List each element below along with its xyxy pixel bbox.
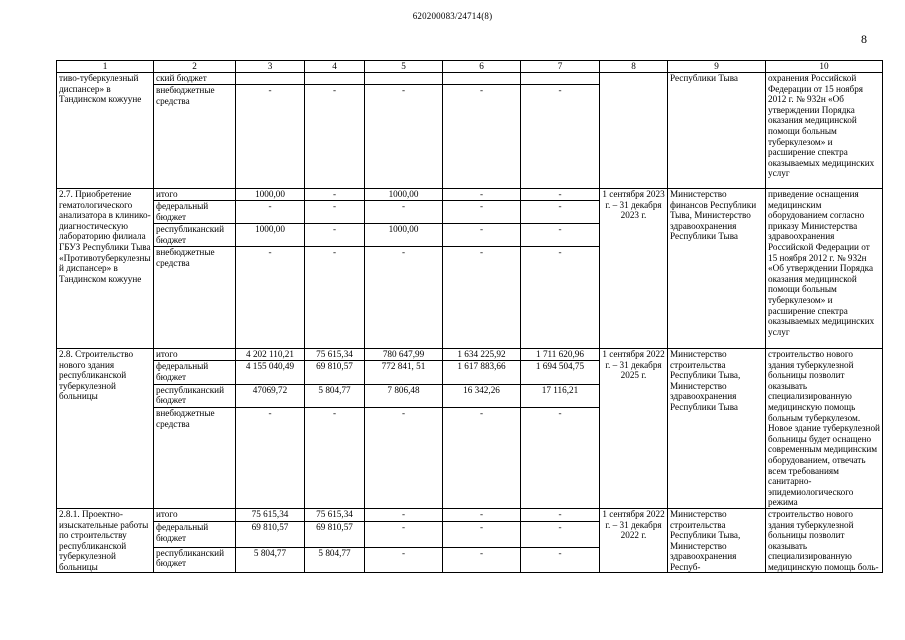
amount-total: 4 155 040,49 <box>236 361 305 385</box>
amount-2023: 1000,00 <box>365 224 443 247</box>
col-header: 4 <box>305 61 365 73</box>
amount-2025: - <box>521 224 600 247</box>
amount-2025: 1 694 504,75 <box>521 361 600 385</box>
amount-total: - <box>236 408 305 508</box>
amount-2023: 780 647,99 <box>365 349 443 361</box>
amount-2022: 5 804,77 <box>305 547 365 573</box>
amount-2022: - <box>305 189 365 201</box>
measure-name: 2.8. Строительство нового здания республиканской туберкулезной больницы <box>57 349 154 509</box>
funding-source: ский бюджет <box>154 73 236 85</box>
amount-total: - <box>236 201 305 224</box>
amount-2024: - <box>443 408 521 508</box>
funding-source: республиканский бюджет <box>154 384 236 408</box>
amount-2022: - <box>305 201 365 224</box>
table-row <box>57 349 883 361</box>
amount-2023: - <box>365 508 443 521</box>
table-row <box>57 73 883 85</box>
amount-2024: - <box>443 201 521 224</box>
amount-2023: 1000,00 <box>365 189 443 201</box>
amount-2025: - <box>521 247 600 349</box>
amount-2022: - <box>305 247 365 349</box>
amount-2025: - <box>521 522 600 548</box>
amount-2022: - <box>305 224 365 247</box>
executor: Министерство финансов Республики Тыва, Министерство здравоохранения Республики Тыва <box>668 189 766 349</box>
funding-source: внебюджетные средства <box>154 85 236 189</box>
measure-name: тиво-туберкулезный диспансер» в Тандинском кожууне <box>57 73 154 189</box>
expected-result: приведение оснащения медицинским оборудованием согласно приказу Министерства здравоохранения Российской Федерации от 15 ноября 2012 г. № 932н «Об утверждении Порядка оказания медицинской помощи больным туберкулезом» и расширение спектра оказываемых медицинских услуг <box>766 189 883 349</box>
amount-2023: - <box>365 547 443 573</box>
funding-source: внебюджетные средства <box>154 247 236 349</box>
funding-source: федеральный бюджет <box>154 522 236 548</box>
amount-2024: - <box>443 547 521 573</box>
amount-2022 <box>305 73 365 85</box>
amount-2024: - <box>443 522 521 548</box>
amount-2023: - <box>365 408 443 508</box>
col-header: 5 <box>365 61 443 73</box>
budget-table <box>56 60 883 573</box>
expected-result: строительство нового здания туберкулезной больницы позволит оказывать специализированную медицинскую помощь боль- <box>766 508 883 573</box>
amount-2022: 75 615,34 <box>305 508 365 521</box>
amount-total: 47069,72 <box>236 384 305 408</box>
amount-2023: - <box>365 201 443 224</box>
funding-source: республиканский бюджет <box>154 547 236 573</box>
amount-2025: 17 116,21 <box>521 384 600 408</box>
funding-source: итого <box>154 189 236 201</box>
amount-2025: - <box>521 201 600 224</box>
period <box>600 73 668 189</box>
col-header: 6 <box>443 61 521 73</box>
table-row <box>57 189 883 201</box>
col-header: 10 <box>766 61 883 73</box>
amount-total: 69 810,57 <box>236 522 305 548</box>
amount-2022: 69 810,57 <box>305 522 365 548</box>
period: 1 сентября 2023 г. – 31 декабря 2023 г. <box>600 189 668 349</box>
amount-total: 4 202 110,21 <box>236 349 305 361</box>
amount-2024: 16 342,26 <box>443 384 521 408</box>
measure-name: 2.7. Приобретение гематологического анализатора в клинико-диагностическую лабораторию филиала ГБУЗ Республики Тыва «Противотуберкулезный диспансер» в Тандинском кожууне <box>57 189 154 349</box>
amount-2022: 5 804,77 <box>305 384 365 408</box>
amount-2024: 1 617 883,66 <box>443 361 521 385</box>
amount-2025: - <box>521 547 600 573</box>
col-header: 2 <box>154 61 236 73</box>
funding-source: итого <box>154 508 236 521</box>
amount-2024: - <box>443 224 521 247</box>
expected-result: строительство нового здания туберкулезной больницы позволит оказывать специализированную медицинскую помощь больным туберкулезом. Новое здание туберкулезной больницы будет оснащено современным медицинским оборудованием, отвечать всем требованиям санитарно-эпидемиологического режима <box>766 349 883 509</box>
amount-2024: - <box>443 85 521 189</box>
amount-2025: - <box>521 408 600 508</box>
col-header: 9 <box>668 61 766 73</box>
amount-2023: - <box>365 247 443 349</box>
amount-2023: 772 841, 51 <box>365 361 443 385</box>
amount-2024: - <box>443 189 521 201</box>
amount-total: 75 615,34 <box>236 508 305 521</box>
header-row <box>57 61 883 73</box>
col-header: 1 <box>57 61 154 73</box>
amount-2025: - <box>521 189 600 201</box>
amount-total: - <box>236 85 305 189</box>
funding-source: итого <box>154 349 236 361</box>
amount-total <box>236 73 305 85</box>
col-header: 3 <box>236 61 305 73</box>
amount-2022: 69 810,57 <box>305 361 365 385</box>
period: 1 сентября 2022 г. – 31 декабря 2025 г. <box>600 349 668 509</box>
amount-2024: - <box>443 247 521 349</box>
amount-2024 <box>443 73 521 85</box>
amount-2025 <box>521 73 600 85</box>
amount-2023 <box>365 73 443 85</box>
amount-2022: 75 615,34 <box>305 349 365 361</box>
amount-total: 1000,00 <box>236 224 305 247</box>
funding-source: федеральный бюджет <box>154 201 236 224</box>
document-code: 620200083/24714(8) <box>412 11 493 21</box>
executor: Министерство строительства Республики Тыва, Министерство здравоохранения Республики Тыва <box>668 349 766 509</box>
funding-source: внебюджетные средства <box>154 408 236 508</box>
amount-2023: - <box>365 85 443 189</box>
amount-2022: - <box>305 85 365 189</box>
amount-2025: 1 711 620,96 <box>521 349 600 361</box>
amount-2023: 7 806,48 <box>365 384 443 408</box>
period: 1 сентября 2022 г. – 31 декабря 2022 г. <box>600 508 668 573</box>
funding-source: республиканский бюджет <box>154 224 236 247</box>
page-number: 8 <box>861 32 867 46</box>
expected-result: охранения Российской Федерации от 15 ноября 2012 г. № 932н «Об утверждении Порядка оказания медицинской помощи больным туберкулезом» и расширение спектра оказываемых медицинских услуг <box>766 73 883 189</box>
executor: Республики Тыва <box>668 73 766 189</box>
amount-total: 5 804,77 <box>236 547 305 573</box>
amount-total: 1000,00 <box>236 189 305 201</box>
measure-name: 2.8.1. Проектно-изыскательные работы по строительству республиканской туберкулезной больницы <box>57 508 154 573</box>
amount-2024: - <box>443 508 521 521</box>
amount-total: - <box>236 247 305 349</box>
col-header: 7 <box>521 61 600 73</box>
funding-source: федеральный бюджет <box>154 361 236 385</box>
amount-2025: - <box>521 508 600 521</box>
amount-2024: 1 634 225,92 <box>443 349 521 361</box>
executor: Министерство строительства Республики Тыва, Министерство здравоохранения Респуб- <box>668 508 766 573</box>
table-row <box>57 508 883 521</box>
col-header: 8 <box>600 61 668 73</box>
amount-2023: - <box>365 522 443 548</box>
amount-2025: - <box>521 85 600 189</box>
amount-2022: - <box>305 408 365 508</box>
